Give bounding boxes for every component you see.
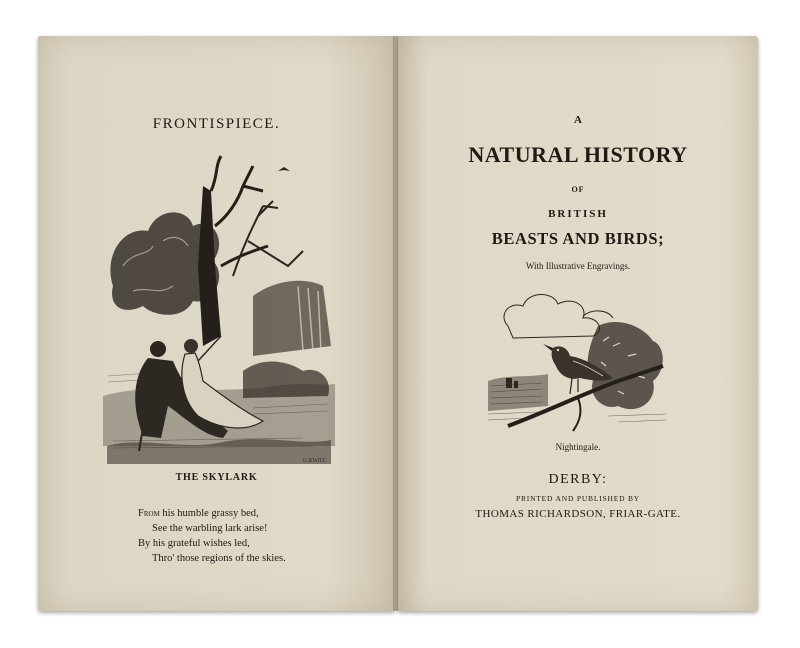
poem-line-3: By his grateful wishes led, [138, 538, 250, 549]
engraver-signature: O.JEWITT. [303, 459, 327, 464]
poem [138, 506, 286, 566]
open-book [38, 36, 758, 611]
skylark-engraving [103, 146, 335, 466]
poem-line-2: See the warbling lark arise! [152, 523, 268, 534]
frontispiece-heading: FRONTISPIECE. [152, 116, 281, 132]
nightingale-engraving [488, 286, 668, 438]
title-article: A [574, 114, 582, 126]
illustration-caption: Nightingale. [555, 442, 601, 452]
left-page [38, 36, 395, 611]
frontispiece-caption: THE SKYLARK [175, 472, 258, 483]
imprint-printed-by: PRINTED AND PUBLISHED BY [516, 494, 640, 503]
poem-line-1-rest: his humble grassy bed, [159, 508, 259, 519]
right-page [398, 36, 758, 611]
book-subtitle: BEASTS AND BIRDS; [491, 229, 665, 248]
poem-line-1 [138, 506, 286, 521]
title-of: OF [571, 185, 585, 194]
imprint-publisher: THOMAS RICHARDSON, FRIAR-GATE. [475, 508, 681, 520]
imprint-place: DERBY: [548, 472, 608, 487]
book-title: NATURAL HISTORY [468, 142, 688, 167]
engravings-note: With Illustrative Engravings. [525, 261, 631, 271]
poem-line-4: Thro' those regions of the skies. [152, 553, 286, 564]
poem-line-1-first-word: From [138, 508, 160, 519]
title-british: BRITISH [548, 208, 608, 220]
